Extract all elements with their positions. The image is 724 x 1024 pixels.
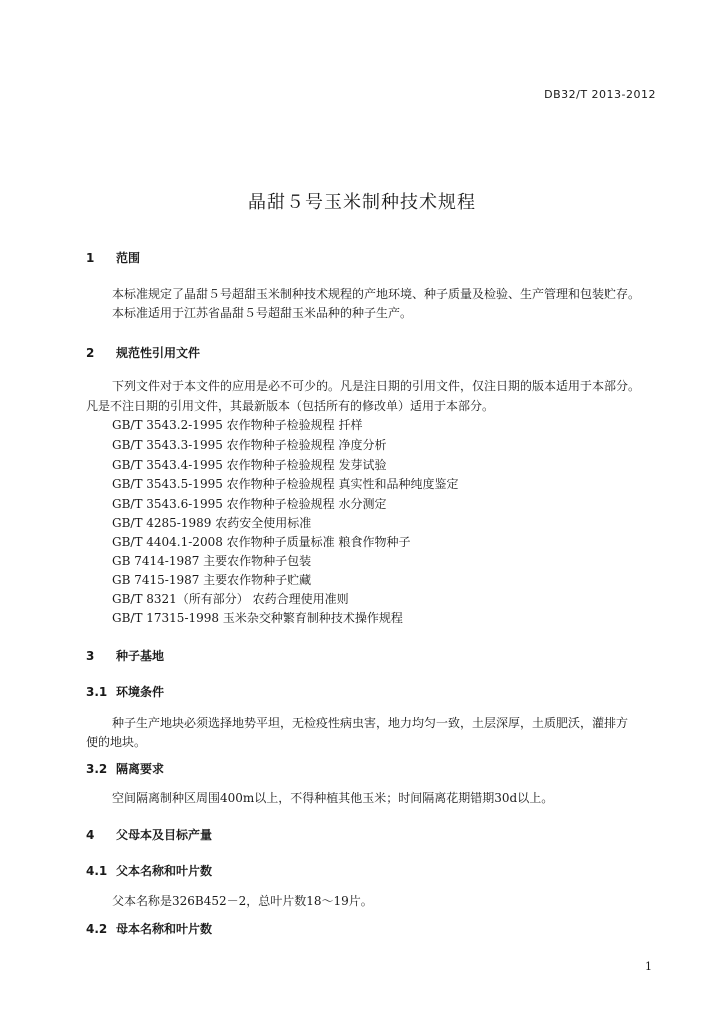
- standard-code: DB32/T 2013-2012: [544, 88, 656, 101]
- section-3-1-line-1: 种子生产地块必须选择地势平坦，无检疫性病虫害，地力均匀一致，土层深厚，土质肥沃，灌排方: [112, 716, 629, 730]
- section-3-1-heading: [86, 683, 164, 700]
- reference-item: GB/T 3543.6-1995 农作物种子检验规程 水分测定: [112, 497, 387, 511]
- section-4-2-heading: [86, 920, 212, 937]
- section-title: 父本名称和叶片数: [116, 864, 213, 878]
- reference-item: GB/T 3543.3-1995 农作物种子检验规程 净度分析: [112, 438, 387, 452]
- section-number: 3: [86, 649, 95, 663]
- reference-item: GB 7414-1987 主要农作物种子包装: [112, 554, 312, 568]
- section-3-2-heading: [86, 760, 164, 777]
- section-3-1-line-2: 便的地块。: [86, 735, 147, 749]
- section-3-2-text: 空间隔离制种区周围400m以上，不得种植其他玉米；时间隔离花期错期30d以上。: [112, 791, 554, 805]
- section-number: 4.1: [86, 864, 108, 878]
- reference-item: GB 7415-1987 主要农作物种子贮藏: [112, 573, 312, 587]
- reference-item: GB/T 3543.2-1995 农作物种子检验规程 扦样: [112, 418, 363, 432]
- section-1-paragraph-2: 本标准适用于江苏省晶甜５号超甜玉米品种的种子生产。: [112, 306, 413, 320]
- page-number: 1: [645, 960, 652, 973]
- section-title: 母本名称和叶片数: [116, 922, 213, 936]
- section-number: 3.1: [86, 685, 108, 699]
- section-4-heading: [86, 826, 212, 843]
- reference-item: GB/T 3543.5-1995 农作物种子检验规程 真实性和品种纯度鉴定: [112, 477, 459, 491]
- section-2-intro-line-1: 下列文件对于本文件的应用是必不可少的。凡是注日期的引用文件，仅注日期的版本适用于本部分。: [112, 379, 641, 393]
- section-number: 4: [86, 828, 95, 842]
- section-title: 种子基地: [116, 649, 165, 663]
- section-title: 父母本及目标产量: [116, 828, 213, 842]
- section-3-heading: [86, 647, 164, 664]
- section-title: 规范性引用文件: [116, 346, 201, 360]
- section-1-heading: [86, 249, 140, 266]
- section-2-heading: [86, 344, 200, 361]
- section-title: 隔离要求: [116, 762, 165, 776]
- section-title: 范围: [116, 251, 141, 265]
- reference-item: GB/T 17315-1998 玉米杂交种繁育制种技术操作规程: [112, 611, 403, 625]
- section-1-paragraph-1: 本标准规定了晶甜５号超甜玉米制种技术规程的产地环境、种子质量及检验、生产管理和包装贮存。: [112, 287, 641, 301]
- section-4-1-text: 父本名称是326B452－2，总叶片数18～19片。: [112, 894, 373, 908]
- reference-item: GB/T 3543.4-1995 农作物种子检验规程 发芽试验: [112, 458, 387, 472]
- reference-item: GB/T 8321（所有部分） 农药合理使用准则: [112, 592, 349, 606]
- reference-item: GB/T 4404.1-2008 农作物种子质量标准 粮食作物种子: [112, 535, 411, 549]
- section-number: 4.2: [86, 922, 108, 936]
- section-number: 3.2: [86, 762, 108, 776]
- section-number: 1: [86, 251, 95, 265]
- reference-item: GB/T 4285-1989 农药安全使用标准: [112, 516, 312, 530]
- section-2-intro-line-2: 凡是不注日期的引用文件，其最新版本（包括所有的修改单）适用于本部分。: [86, 399, 495, 413]
- document-title: 晶甜５号玉米制种技术规程: [248, 192, 476, 213]
- section-number: 2: [86, 346, 95, 360]
- section-title: 环境条件: [116, 685, 165, 699]
- section-4-1-heading: [86, 862, 212, 879]
